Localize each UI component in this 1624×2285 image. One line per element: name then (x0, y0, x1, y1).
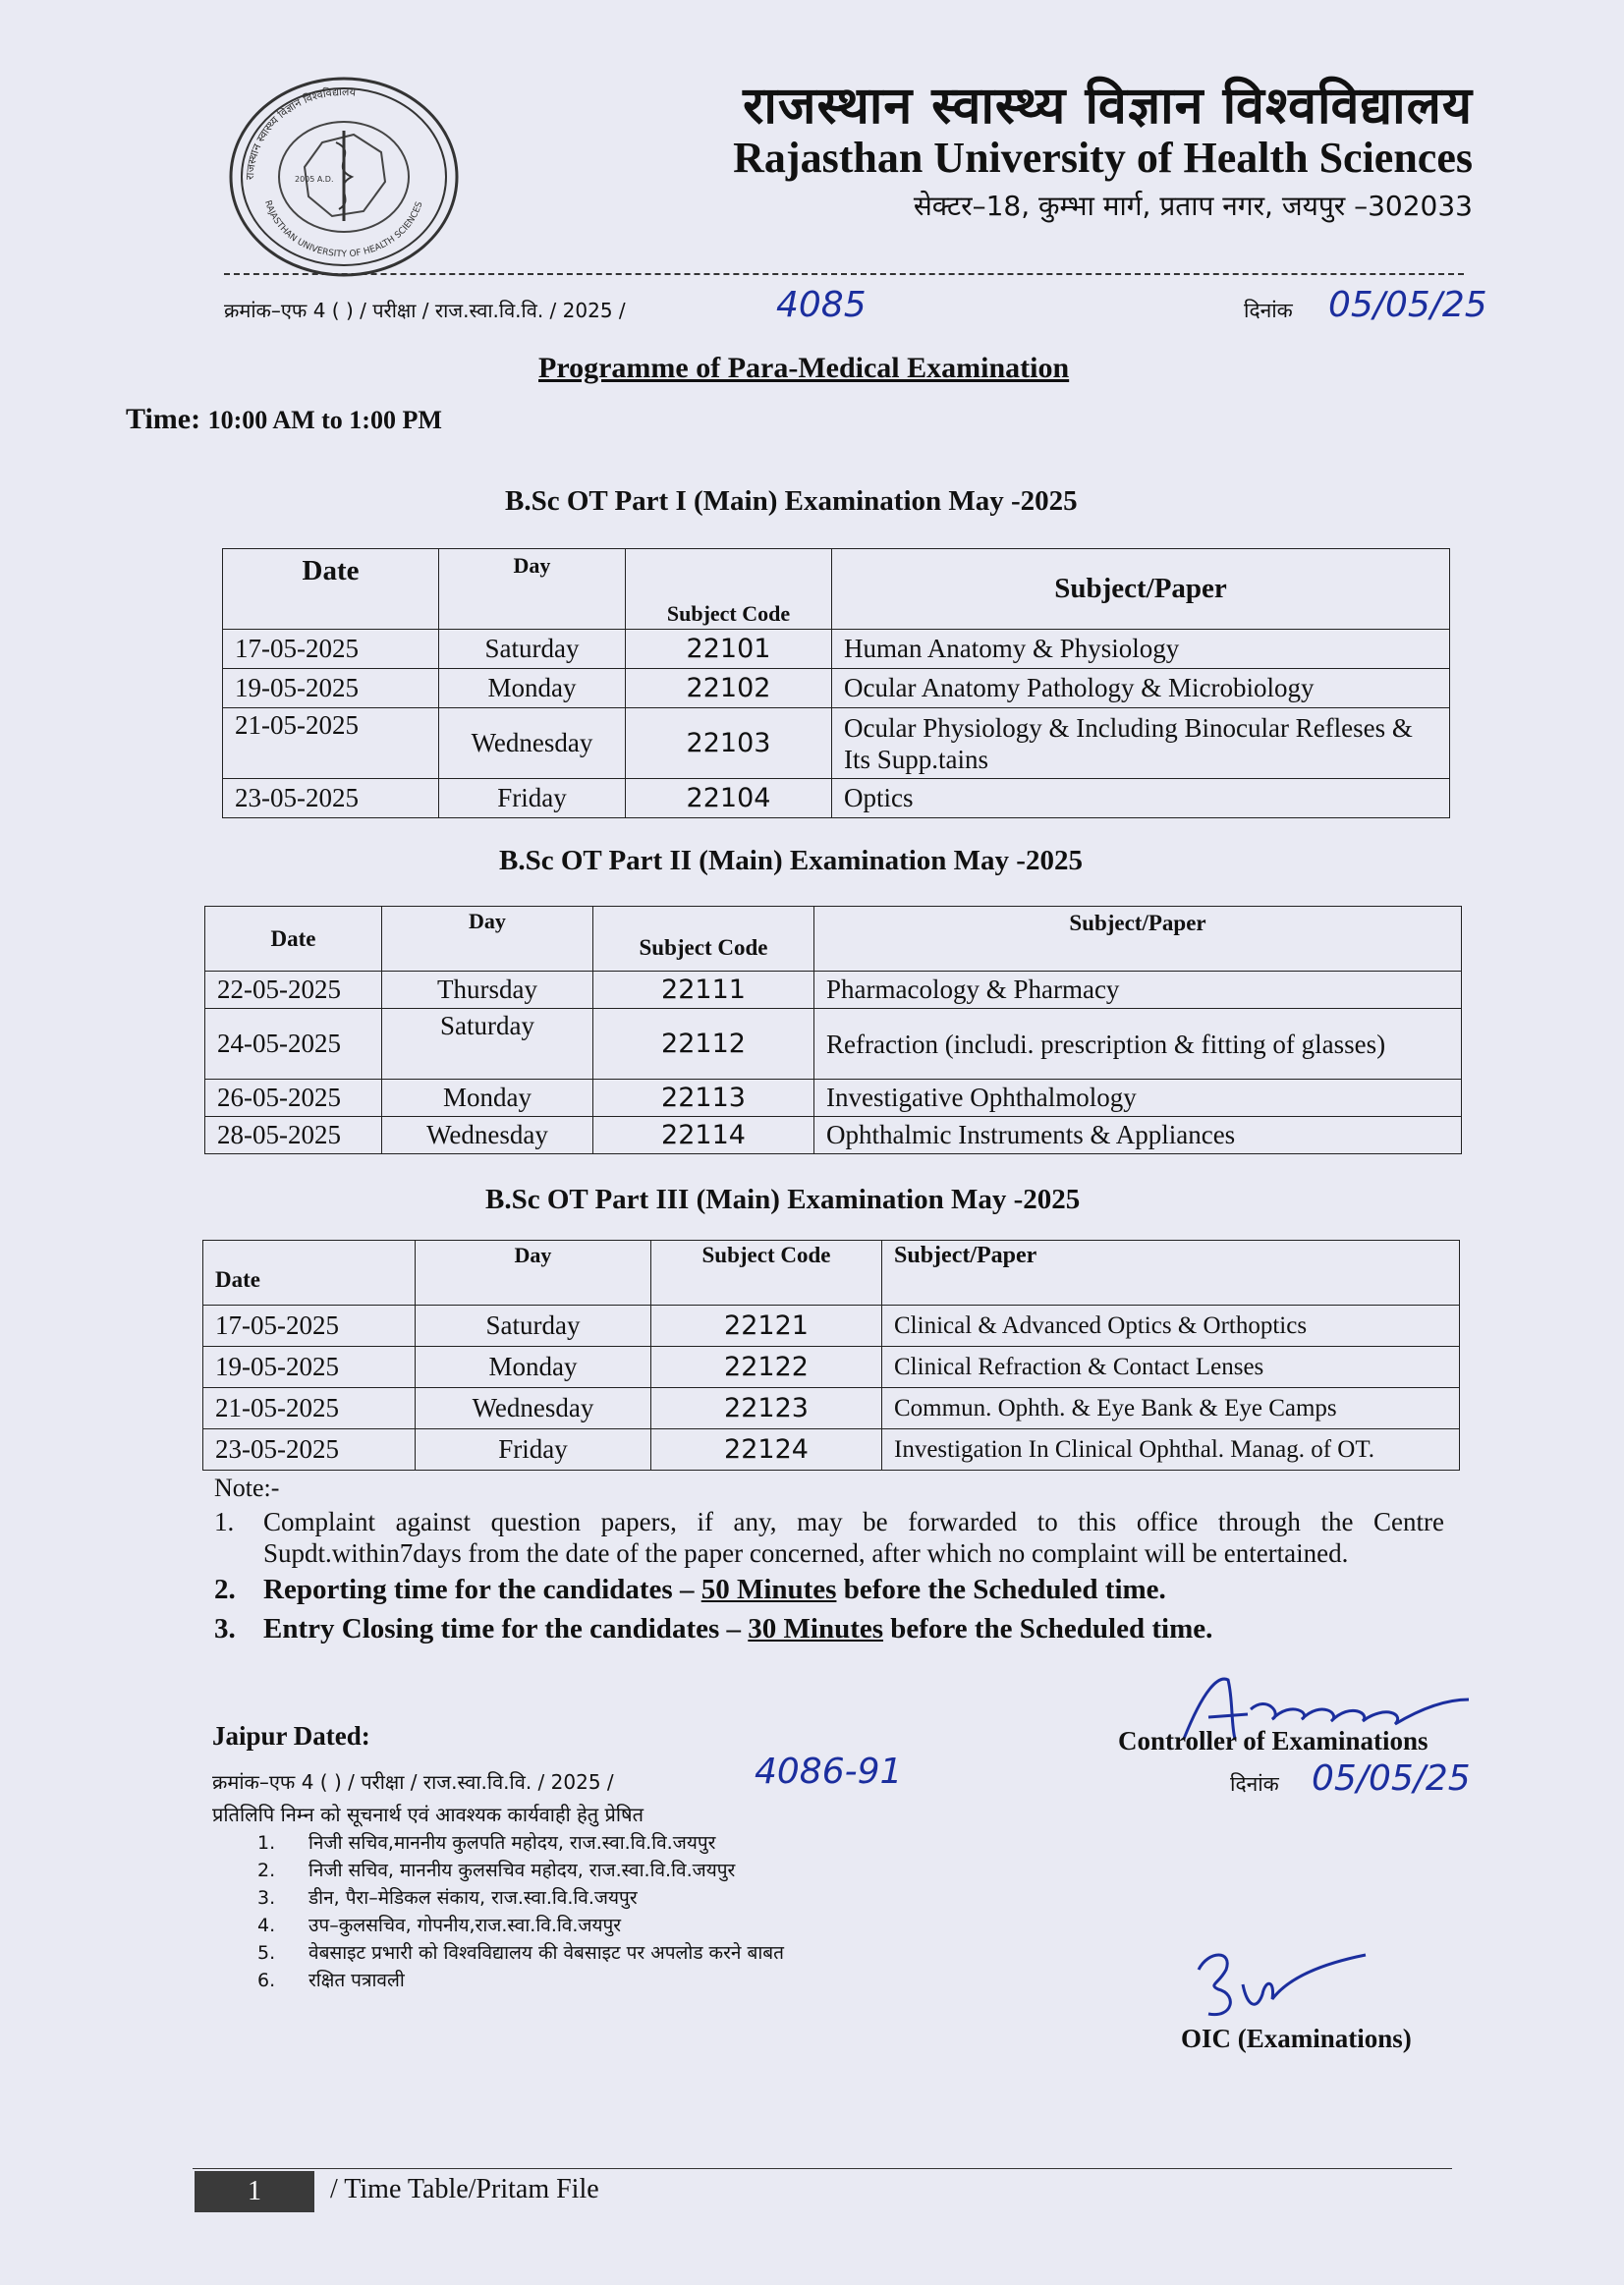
time-label: Time: (126, 403, 201, 435)
cell-day: Friday (439, 779, 626, 818)
copy-date-label: दिनांक (1230, 1772, 1279, 1796)
handwritten-copy-reference: 4086-91 (755, 1752, 903, 1792)
section-title-part-3: B.Sc OT Part III (Main) Examination May -2025 (485, 1184, 1081, 1215)
seal-text-bottom: RAJASTHAN UNIVERSITY OF HEALTH SCIENCES (262, 198, 425, 260)
timetable-part-1 (222, 548, 1450, 818)
list-item (257, 1939, 784, 1967)
copy-reference-label: क्रमांक–एफ 4 ( ) / परीक्षा / राज.स्वा.वि.वि. / 2025 / (212, 1770, 614, 1794)
svg-text:राजस्थान स्वास्थ्य विज्ञान विश (244, 85, 357, 180)
cell-day: Monday (382, 1080, 593, 1117)
list-text: उप–कुलसचिव, गोपनीय,राज.स्वा.वि.वि.जयपुर (308, 1915, 622, 1936)
list-text: निजी सचिव, माननीय कुलसचिव महोदय, राज.स्वा.वि.वि.जयपुर (308, 1860, 736, 1881)
cell-date: 19-05-2025 (223, 669, 439, 708)
cell-code: 22102 (626, 669, 832, 708)
list-number: 5. (257, 1942, 276, 1964)
cell-code: 22121 (651, 1306, 882, 1347)
cell-code: 22123 (651, 1388, 882, 1429)
list-item (257, 1857, 784, 1884)
list-number: 1. (257, 1832, 276, 1854)
handwritten-date: 05/05/25 (1328, 285, 1487, 325)
header-day: Day (382, 907, 593, 972)
university-name-hindi: राजस्थान स्वास्थ्य विज्ञान विश्वविद्यालय (743, 77, 1473, 136)
note-number: 2. (214, 1574, 236, 1605)
note-text-emphasis: 30 Minutes (748, 1613, 884, 1644)
list-number: 6. (257, 1970, 276, 1991)
section-title-part-2: B.Sc OT Part II (Main) Examination May -2025 (499, 845, 1083, 876)
cell-day: Wednesday (439, 708, 626, 779)
footer-text: / Time Table/Pritam File (330, 2174, 599, 2204)
cell-code: 22114 (593, 1117, 814, 1154)
cell-code: 22124 (651, 1429, 882, 1471)
list-item (257, 1884, 784, 1912)
cell-date: 28-05-2025 (205, 1117, 382, 1154)
timetable-part-3 (202, 1240, 1460, 1471)
cell-subject: Investigative Ophthalmology (814, 1080, 1462, 1117)
handwritten-copy-date: 05/05/25 (1312, 1758, 1471, 1799)
cell-subject: Optics (832, 779, 1450, 818)
list-number: 3. (257, 1887, 276, 1909)
header-subject-paper: Subject/Paper (882, 1241, 1460, 1306)
table-row (223, 630, 1450, 669)
header-date: Date (223, 549, 439, 630)
cell-subject: Ocular Anatomy Pathology & Microbiology (832, 669, 1450, 708)
header-subject-paper: Subject/Paper (832, 549, 1450, 630)
table-row (223, 669, 1450, 708)
table-header-row (205, 907, 1462, 972)
handwritten-reference-number: 4085 (776, 285, 867, 325)
header-subject-code: Subject Code (593, 907, 814, 972)
cell-code: 22122 (651, 1347, 882, 1388)
notes-list (214, 1506, 1444, 1649)
cell-subject: Commun. Ophth. & Eye Bank & Eye Camps (882, 1388, 1460, 1429)
cell-date: 23-05-2025 (203, 1429, 416, 1471)
note-item (214, 1610, 1444, 1647)
list-item (257, 1912, 784, 1939)
document-title: Programme of Para-Medical Examination (538, 352, 1070, 384)
cell-subject: Clinical Refraction & Contact Lenses (882, 1347, 1460, 1388)
table-header-row (203, 1241, 1460, 1306)
note-text-emphasis: 50 Minutes (700, 1574, 837, 1605)
timetable-part-2 (204, 906, 1462, 1154)
table-row (203, 1429, 1460, 1471)
table-row (223, 779, 1450, 818)
cell-code: 22111 (593, 972, 814, 1009)
header-day: Day (439, 549, 626, 630)
list-number: 4. (257, 1915, 276, 1936)
cell-day: Friday (416, 1429, 651, 1471)
table-row (203, 1388, 1460, 1429)
cell-date: 17-05-2025 (203, 1306, 416, 1347)
cell-date: 19-05-2025 (203, 1347, 416, 1388)
seal-year: 2005 A.D. (295, 175, 334, 184)
note-text-post: before the Scheduled time. (883, 1613, 1213, 1644)
cell-day: Monday (416, 1347, 651, 1388)
exam-time (126, 403, 442, 436)
note-number: 3. (214, 1613, 236, 1644)
oic-signature (1189, 1940, 1375, 2034)
cell-day: Monday (439, 669, 626, 708)
cell-day: Saturday (416, 1306, 651, 1347)
cell-code: 22104 (626, 779, 832, 818)
list-text: वेबसाइट प्रभारी को विश्वविद्यालय की वेबसाइट पर अपलोड करने बाबत (308, 1942, 784, 1964)
cell-subject: Pharmacology & Pharmacy (814, 972, 1462, 1009)
header-subject-paper: Subject/Paper (814, 907, 1462, 972)
cell-subject: Refraction (includi. prescription & fitting of glasses) (814, 1009, 1462, 1080)
notes-label: Note:- (214, 1474, 280, 1502)
cell-subject: Ocular Physiology & Including Binocular Refleses & Its Supp.tains (832, 708, 1450, 779)
footer-divider (193, 2168, 1452, 2169)
cell-day: Wednesday (382, 1117, 593, 1154)
cell-date: 22-05-2025 (205, 972, 382, 1009)
header-subject-code: Subject Code (626, 549, 832, 630)
reference-number-label: क्रमांक–एफ 4 ( ) / परीक्षा / राज.स्वा.वि.वि. / 2025 / (224, 299, 626, 322)
controller-of-examinations: Controller of Examinations (1118, 1726, 1428, 1756)
cell-subject: Ophthalmic Instruments & Appliances (814, 1117, 1462, 1154)
header-divider (224, 273, 1464, 275)
table-row (205, 1117, 1462, 1154)
cell-subject: Investigation In Clinical Ophthal. Manag. of OT. (882, 1429, 1460, 1471)
oic-examinations: OIC (Examinations) (1181, 2024, 1412, 2053)
list-text: रक्षित पत्रावली (308, 1970, 405, 1991)
header-date: Date (205, 907, 382, 972)
cell-day: Saturday (382, 1009, 593, 1080)
header-subject-code: Subject Code (651, 1241, 882, 1306)
seal-text-top: राजस्थान स्वास्थ्य विज्ञान विश्वविद्यालय (243, 84, 357, 181)
university-name-english: Rajasthan University of Health Sciences (733, 134, 1473, 182)
header-day: Day (416, 1241, 651, 1306)
list-text: डीन, पैरा–मेडिकल संकाय, राज.स्वा.वि.वि.जयपुर (308, 1887, 638, 1909)
cell-code: 22113 (593, 1080, 814, 1117)
note-item (214, 1571, 1444, 1608)
cell-subject: Human Anatomy & Physiology (832, 630, 1450, 669)
copy-to-intro: प्रतिलिपि निम्न को सूचनार्थ एवं आवश्यक कार्यवाही हेतु प्रेषित (212, 1803, 644, 1826)
note-number: 1. (214, 1507, 235, 1536)
cell-day: Thursday (382, 972, 593, 1009)
list-text: निजी सचिव,माननीय कुलपति महोदय, राज.स्वा.वि.वि.जयपुर (308, 1832, 716, 1854)
cell-code: 22101 (626, 630, 832, 669)
jaipur-dated: Jaipur Dated: (212, 1721, 370, 1751)
date-label: दिनांक (1244, 299, 1293, 322)
time-value: 10:00 AM to 1:00 PM (207, 406, 442, 434)
list-item (257, 1967, 784, 1994)
list-item (257, 1829, 784, 1857)
note-text-post: before the Scheduled time. (836, 1574, 1166, 1605)
page-number: 1 (195, 2171, 314, 2212)
cell-date: 26-05-2025 (205, 1080, 382, 1117)
note-item (214, 1506, 1444, 1569)
header-date: Date (203, 1241, 416, 1306)
cell-date: 21-05-2025 (223, 708, 439, 779)
cell-day: Wednesday (416, 1388, 651, 1429)
table-row (205, 972, 1462, 1009)
table-row (203, 1347, 1460, 1388)
note-text: Complaint against question papers, if any, may be forwarded to this office through the Centre Supdt.within7days from the date of the paper concerned, after which no complaint will be entertained. (263, 1507, 1444, 1568)
note-text-pre: Reporting time for the candidates – (263, 1574, 701, 1605)
table-row (203, 1306, 1460, 1347)
note-text-pre: Entry Closing time for the candidates – (263, 1613, 749, 1644)
cell-date: 21-05-2025 (203, 1388, 416, 1429)
cell-date: 23-05-2025 (223, 779, 439, 818)
table-header-row (223, 549, 1450, 630)
copy-to-list (257, 1829, 784, 1994)
cell-date: 24-05-2025 (205, 1009, 382, 1080)
cell-date: 17-05-2025 (223, 630, 439, 669)
table-row (205, 1080, 1462, 1117)
cell-code: 22103 (626, 708, 832, 779)
university-seal (226, 74, 462, 280)
university-address: सेक्टर–18, कुम्भा मार्ग, प्रताप नगर, जयपुर –302033 (913, 190, 1473, 222)
cell-code: 22112 (593, 1009, 814, 1080)
table-row (205, 1009, 1462, 1080)
list-number: 2. (257, 1860, 276, 1881)
section-title-part-1: B.Sc OT Part I (Main) Examination May -2025 (505, 485, 1078, 517)
cell-day: Saturday (439, 630, 626, 669)
table-row (223, 708, 1450, 779)
cell-subject: Clinical & Advanced Optics & Orthoptics (882, 1306, 1460, 1347)
